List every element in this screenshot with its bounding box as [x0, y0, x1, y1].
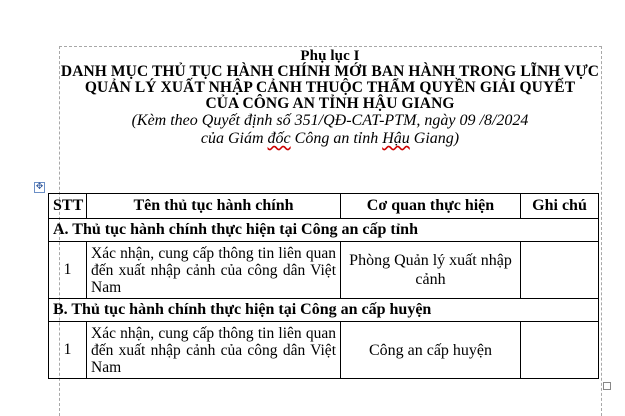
spellcheck-word-2[interactable]: Hậu [382, 130, 410, 147]
section-b-title: B. Thủ tục hành chính thực hiện tại Công an cấp huyện [49, 299, 599, 322]
row-b-agency: Công an cấp huyện [341, 322, 521, 379]
decision-note-line-1: (Kèm theo Quyết định số 351/QĐ-CAT-PTM, ngày 09 /8/2024 [131, 112, 529, 129]
decision-note-line-2 [60, 130, 600, 148]
appendix-label: Phụ lục I [300, 48, 360, 64]
row-a-stt: 1 [49, 242, 87, 299]
row-a-name: Xác nhận, cung cấp thông tin liên quan đến xuất nhập cảnh của công dân Việt Nam [87, 242, 341, 299]
header-agency: Cơ quan thực hiện [341, 194, 521, 219]
header-stt: STT [49, 194, 87, 219]
spellcheck-word-1[interactable]: đốc [267, 130, 291, 147]
procedures-table [48, 193, 599, 379]
table-resize-handle[interactable] [603, 382, 611, 390]
section-row-b [49, 299, 599, 322]
row-b-note [521, 322, 599, 379]
header-procedure-name: Tên thủ tục hành chính [87, 194, 341, 219]
note-text-mid: Công an tỉnh [290, 130, 383, 147]
title-line-1: DANH MỤC THỦ TỤC HÀNH CHÍNH MỚI BAN HÀNH TRONG LĨNH VỰC [60, 63, 600, 80]
row-a-agency: Phòng Quản lý xuất nhập cảnh [341, 242, 521, 299]
note-text-pre: của Giám [200, 130, 268, 147]
row-a-note [521, 242, 599, 299]
table-header-row [49, 194, 599, 219]
title-line-2: QUẢN LÝ XUẤT NHẬP CẢNH THUỘC THẨM QUYỀN GIẢI QUYẾT [84, 79, 576, 96]
document-header [60, 48, 600, 148]
table-row [49, 242, 599, 299]
note-text-post: Giang) [409, 130, 460, 147]
row-b-stt: 1 [49, 322, 87, 379]
title-line-3: CỦA CÔNG AN TỈNH HẬU GIANG [205, 95, 455, 112]
move-handle-icon[interactable]: ✥ [35, 182, 44, 192]
table-row [49, 322, 599, 379]
section-row-a [49, 219, 599, 242]
section-a-title: A. Thủ tục hành chính thực hiện tại Công an cấp tỉnh [49, 219, 599, 242]
header-note: Ghi chú [521, 194, 599, 219]
row-b-name: Xác nhận, cung cấp thông tin liên quan đến xuất nhập cảnh của công dân Việt Nam [87, 322, 341, 379]
